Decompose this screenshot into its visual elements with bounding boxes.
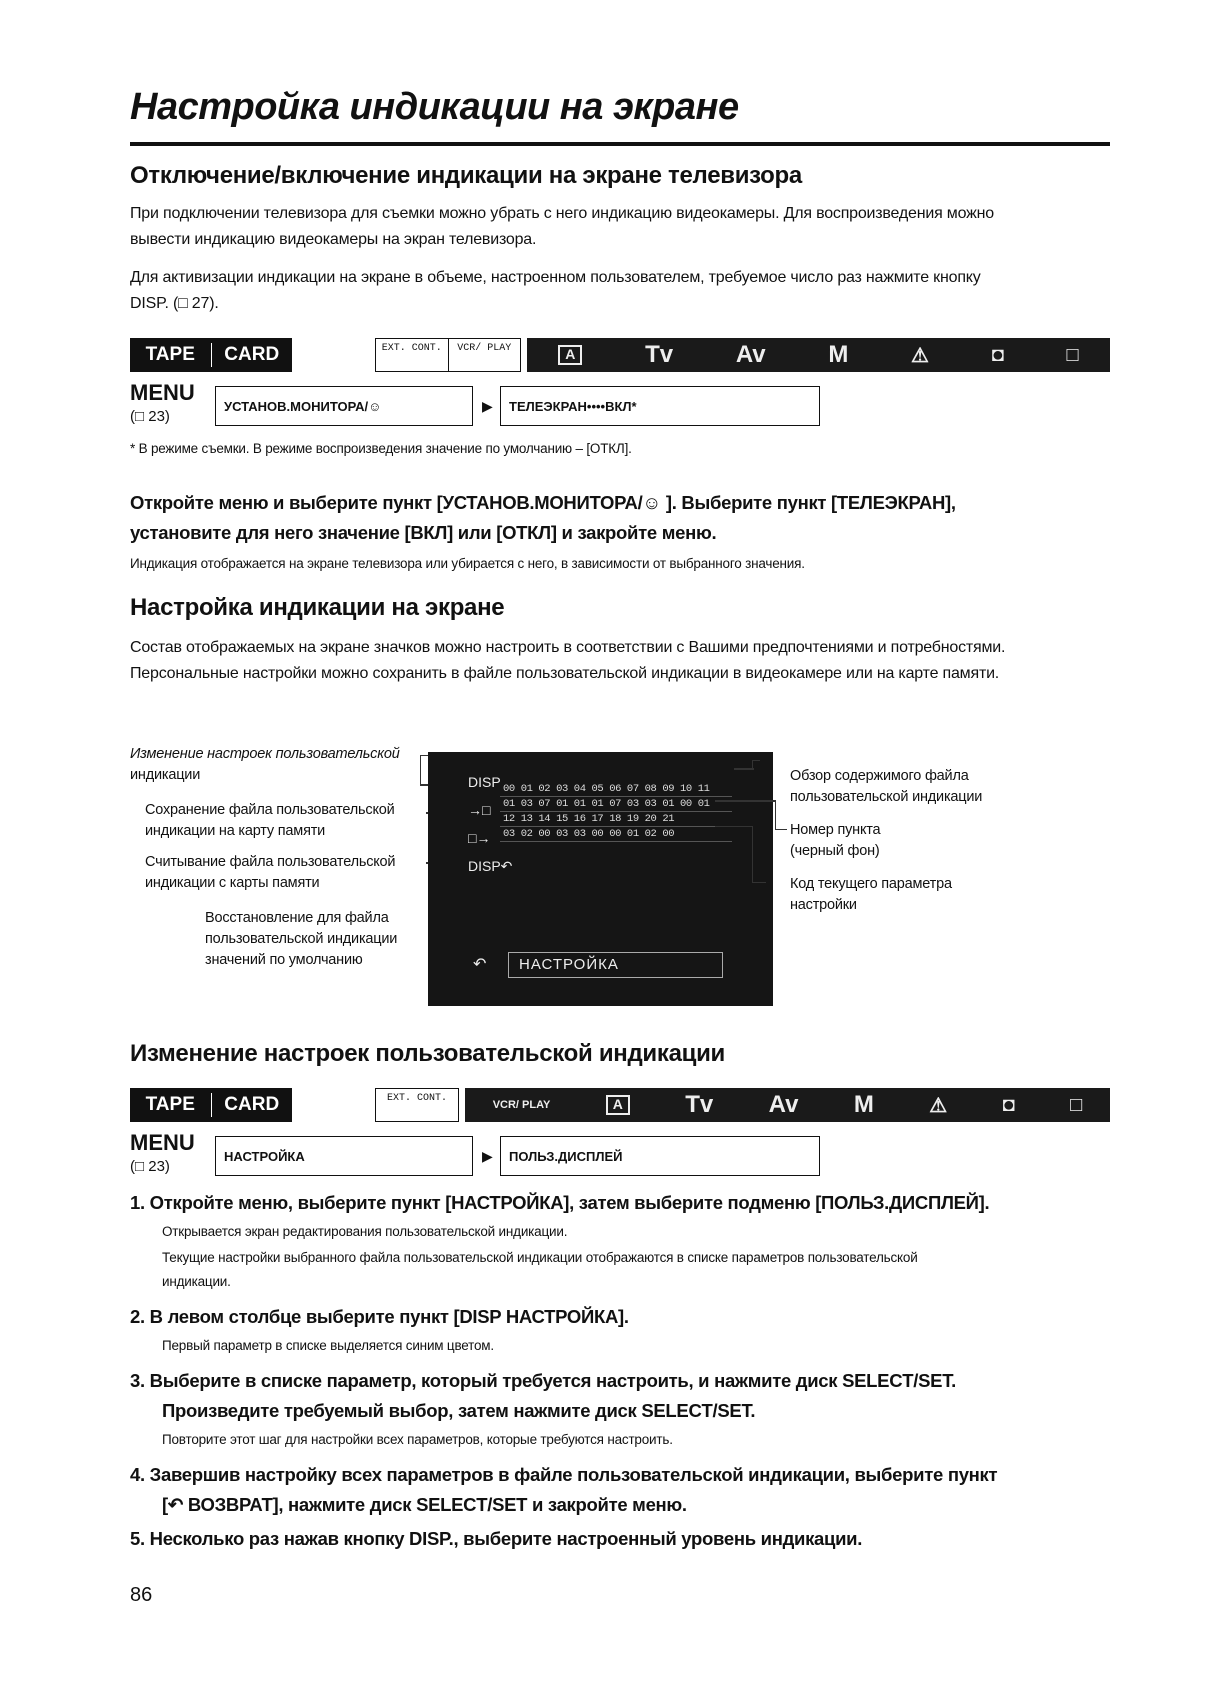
av-mode-icon: Av <box>735 341 766 368</box>
step1-note2-line1: Текущие настройки выбранного файла пользовательской индикации отображаются в списке параметров пользовательской <box>162 1250 918 1265</box>
return-icon: ↶ <box>473 956 487 973</box>
menu-box-setup: НАСТРОЙКА <box>215 1136 473 1176</box>
tape-label: TAPE <box>145 344 195 365</box>
tape-card-badge <box>130 1088 292 1122</box>
tv-mode-icon: Tv <box>685 1091 714 1118</box>
settings-grid <box>500 782 732 866</box>
scene-mode-icon: □ <box>1070 1093 1083 1116</box>
grid-row: 12 13 14 15 16 17 18 19 20 21 <box>500 812 732 827</box>
step2: 2. В левом столбце выберите пункт [DISP НАСТРОЙКА]. <box>130 1306 629 1327</box>
card-label: CARD <box>224 344 280 365</box>
step2-note: Первый параметр в списке выделяется синим цветом. <box>162 1338 494 1353</box>
section1-para1-line1: При подключении телевизора для съемки можно убрать с него индикацию видеокамеры. Для воспроизведения можно <box>130 205 994 222</box>
section1-para2-line2: DISP. (□ 27). <box>130 295 219 312</box>
callout-item-number: Номер пункта (черный фон) <box>790 822 881 859</box>
callout-change-settings: Изменение настроек пользовательской индикации <box>130 746 400 783</box>
section2-para-line1: Состав отображаемых на экране значков можно настроить в соответствии с Вашими предпочтениями и потребностями. <box>130 639 1006 656</box>
vcr-play-label: VCR/ PLAY <box>457 343 512 354</box>
tape-card-badge <box>130 338 292 372</box>
ext-box <box>375 1088 459 1122</box>
shooting-modes-strip <box>465 1088 1110 1122</box>
footnote: * В режиме съемки. В режиме воспроизведения значение по умолчанию – [ОТКЛ]. <box>130 441 632 456</box>
disp-settings-icon: DISP <box>468 774 501 790</box>
step1-note1: Открывается экран редактирования пользовательской индикации. <box>162 1224 568 1239</box>
load-from-card-icon: □→ <box>468 830 491 846</box>
auto-mode-icon: A <box>558 345 582 365</box>
auto-mode-icon: A <box>606 1095 630 1115</box>
scene-mode-icon: □ <box>1066 343 1079 366</box>
ext-cont-label: EXT. CONT. <box>386 1093 447 1104</box>
menu-box-tv-screen: ТЕЛЕЭКРАН••••ВКЛ* <box>500 386 820 426</box>
section1-para1-line2: вывести индикацию видеокамеры на экран телевизора. <box>130 231 537 248</box>
section2-para-line2: Персональные настройки можно сохранить в файле пользовательской индикации в видеокамере или на карте памяти. <box>130 665 1000 682</box>
step3-line2: Произведите требуемый выбор, затем нажмите диск SELECT/SET. <box>162 1400 756 1421</box>
callout-save-file: Сохранение файла пользовательской индикации на карту памяти <box>145 802 395 839</box>
step1-note2-line2: индикации. <box>162 1274 231 1289</box>
custom-display-screen <box>428 752 773 1006</box>
callout-setting-code: Код текущего параметра настройки <box>790 876 952 913</box>
arrow-icon: ▶ <box>482 398 493 414</box>
callout-file-overview: Обзор содержимого файла пользовательской индикации <box>790 768 983 805</box>
step1: 1. Откройте меню, выберите пункт [НАСТРОЙКА], затем выберите подменю [ПОЛЬЗ.ДИСПЛЕЙ]. <box>130 1192 990 1213</box>
callout-restore-defaults: Восстановление для файла пользовательской индикации значений по умолчанию <box>205 910 398 968</box>
step3-line1: 3. Выберите в списке параметр, который требуется настроить, и нажмите диск SELECT/SET. <box>130 1370 956 1391</box>
easy-mode-icon: ⚠ <box>929 1094 948 1117</box>
step5: 5. Несколько раз нажав кнопку DISP., выберите настроенный уровень индикации. <box>130 1528 863 1549</box>
callout-load-file: Считывание файла пользовательской индикации с карты памяти <box>145 854 396 891</box>
page-number: 86 <box>130 1584 153 1606</box>
ext-vcr-box <box>375 338 521 372</box>
menu-label: MENU <box>130 1130 195 1155</box>
ext-cont-label: EXT. CONT. <box>376 339 449 371</box>
step-line2: установите для него значение [ВКЛ] или [ОТКЛ] и закройте меню. <box>130 522 717 543</box>
step4-line2: [↶ ВОЗВРАТ], нажмите диск SELECT/SET и закройте меню. <box>162 1494 687 1515</box>
menu-ref: (□ 23) <box>130 1158 170 1175</box>
card-label: CARD <box>224 1094 280 1115</box>
title-divider <box>130 142 1110 146</box>
section1-heading: Отключение/включение индикации на экране телевизора <box>130 162 802 189</box>
easy-mode-icon: ⚠ <box>911 344 929 367</box>
section2-heading: Настройка индикации на экране <box>130 594 505 621</box>
menu-ref: (□ 23) <box>130 408 170 425</box>
vcr-play-label: VCR/ PLAY <box>492 1099 551 1111</box>
menu-path-1 <box>130 380 830 426</box>
grid-row: 01 03 07 01 01 01 07 03 03 01 00 01 <box>500 797 732 812</box>
tv-mode-icon: Tv <box>645 341 674 368</box>
shooting-modes-strip <box>527 338 1110 372</box>
step4-line1: 4. Завершив настройку всех параметров в файле пользовательской индикации, выберите пункт <box>130 1464 998 1485</box>
section1-para2-line1: Для активизации индикации на экране в объеме, настроенном пользователем, требуемое число раз нажмите кнопку <box>130 269 981 286</box>
menu-label: MENU <box>130 380 195 405</box>
grid-row: 00 01 02 03 04 05 06 07 08 09 10 11 <box>500 782 732 797</box>
menu-box-custom-display: ПОЛЬЗ.ДИСПЛЕЙ <box>500 1136 820 1176</box>
mode-bar-1 <box>130 338 1110 372</box>
mode-bar-2 <box>130 1088 1110 1122</box>
menu-path-2 <box>130 1130 830 1176</box>
menu-box-monitor-setup: УСТАНОВ.МОНИТОРА/☺ <box>215 386 473 426</box>
page-title: Настройка индикации на экране <box>130 86 739 128</box>
step-note: Индикация отображается на экране телевизора или убирается с него, в зависимости от выбранного значения. <box>130 556 805 571</box>
screen-setup-button: НАСТРОЙКА <box>508 952 723 978</box>
reset-defaults-icon: DISP↶ <box>468 858 513 874</box>
save-to-card-icon: →□ <box>468 802 491 818</box>
arrow-icon: ▶ <box>482 1148 493 1164</box>
manual-mode-icon: M <box>828 341 849 368</box>
section3-heading: Изменение настроек пользовательской индикации <box>130 1040 726 1067</box>
night-mode-icon: ◘ <box>1002 1093 1015 1116</box>
av-mode-icon: Av <box>768 1091 799 1118</box>
step-line1: Откройте меню и выберите пункт [УСТАНОВ.МОНИТОРА/☺ ]. Выберите пункт [ТЕЛЕЭКРАН], <box>130 492 956 513</box>
step3-note: Повторите этот шаг для настройки всех параметров, которые требуются настроить. <box>162 1432 673 1447</box>
grid-row: 03 02 00 03 03 00 00 01 02 00 <box>500 827 732 842</box>
night-mode-icon: ◘ <box>991 343 1004 366</box>
screen-left-icons <box>468 774 513 886</box>
manual-mode-icon: M <box>853 1091 874 1118</box>
tape-label: TAPE <box>145 1094 195 1115</box>
